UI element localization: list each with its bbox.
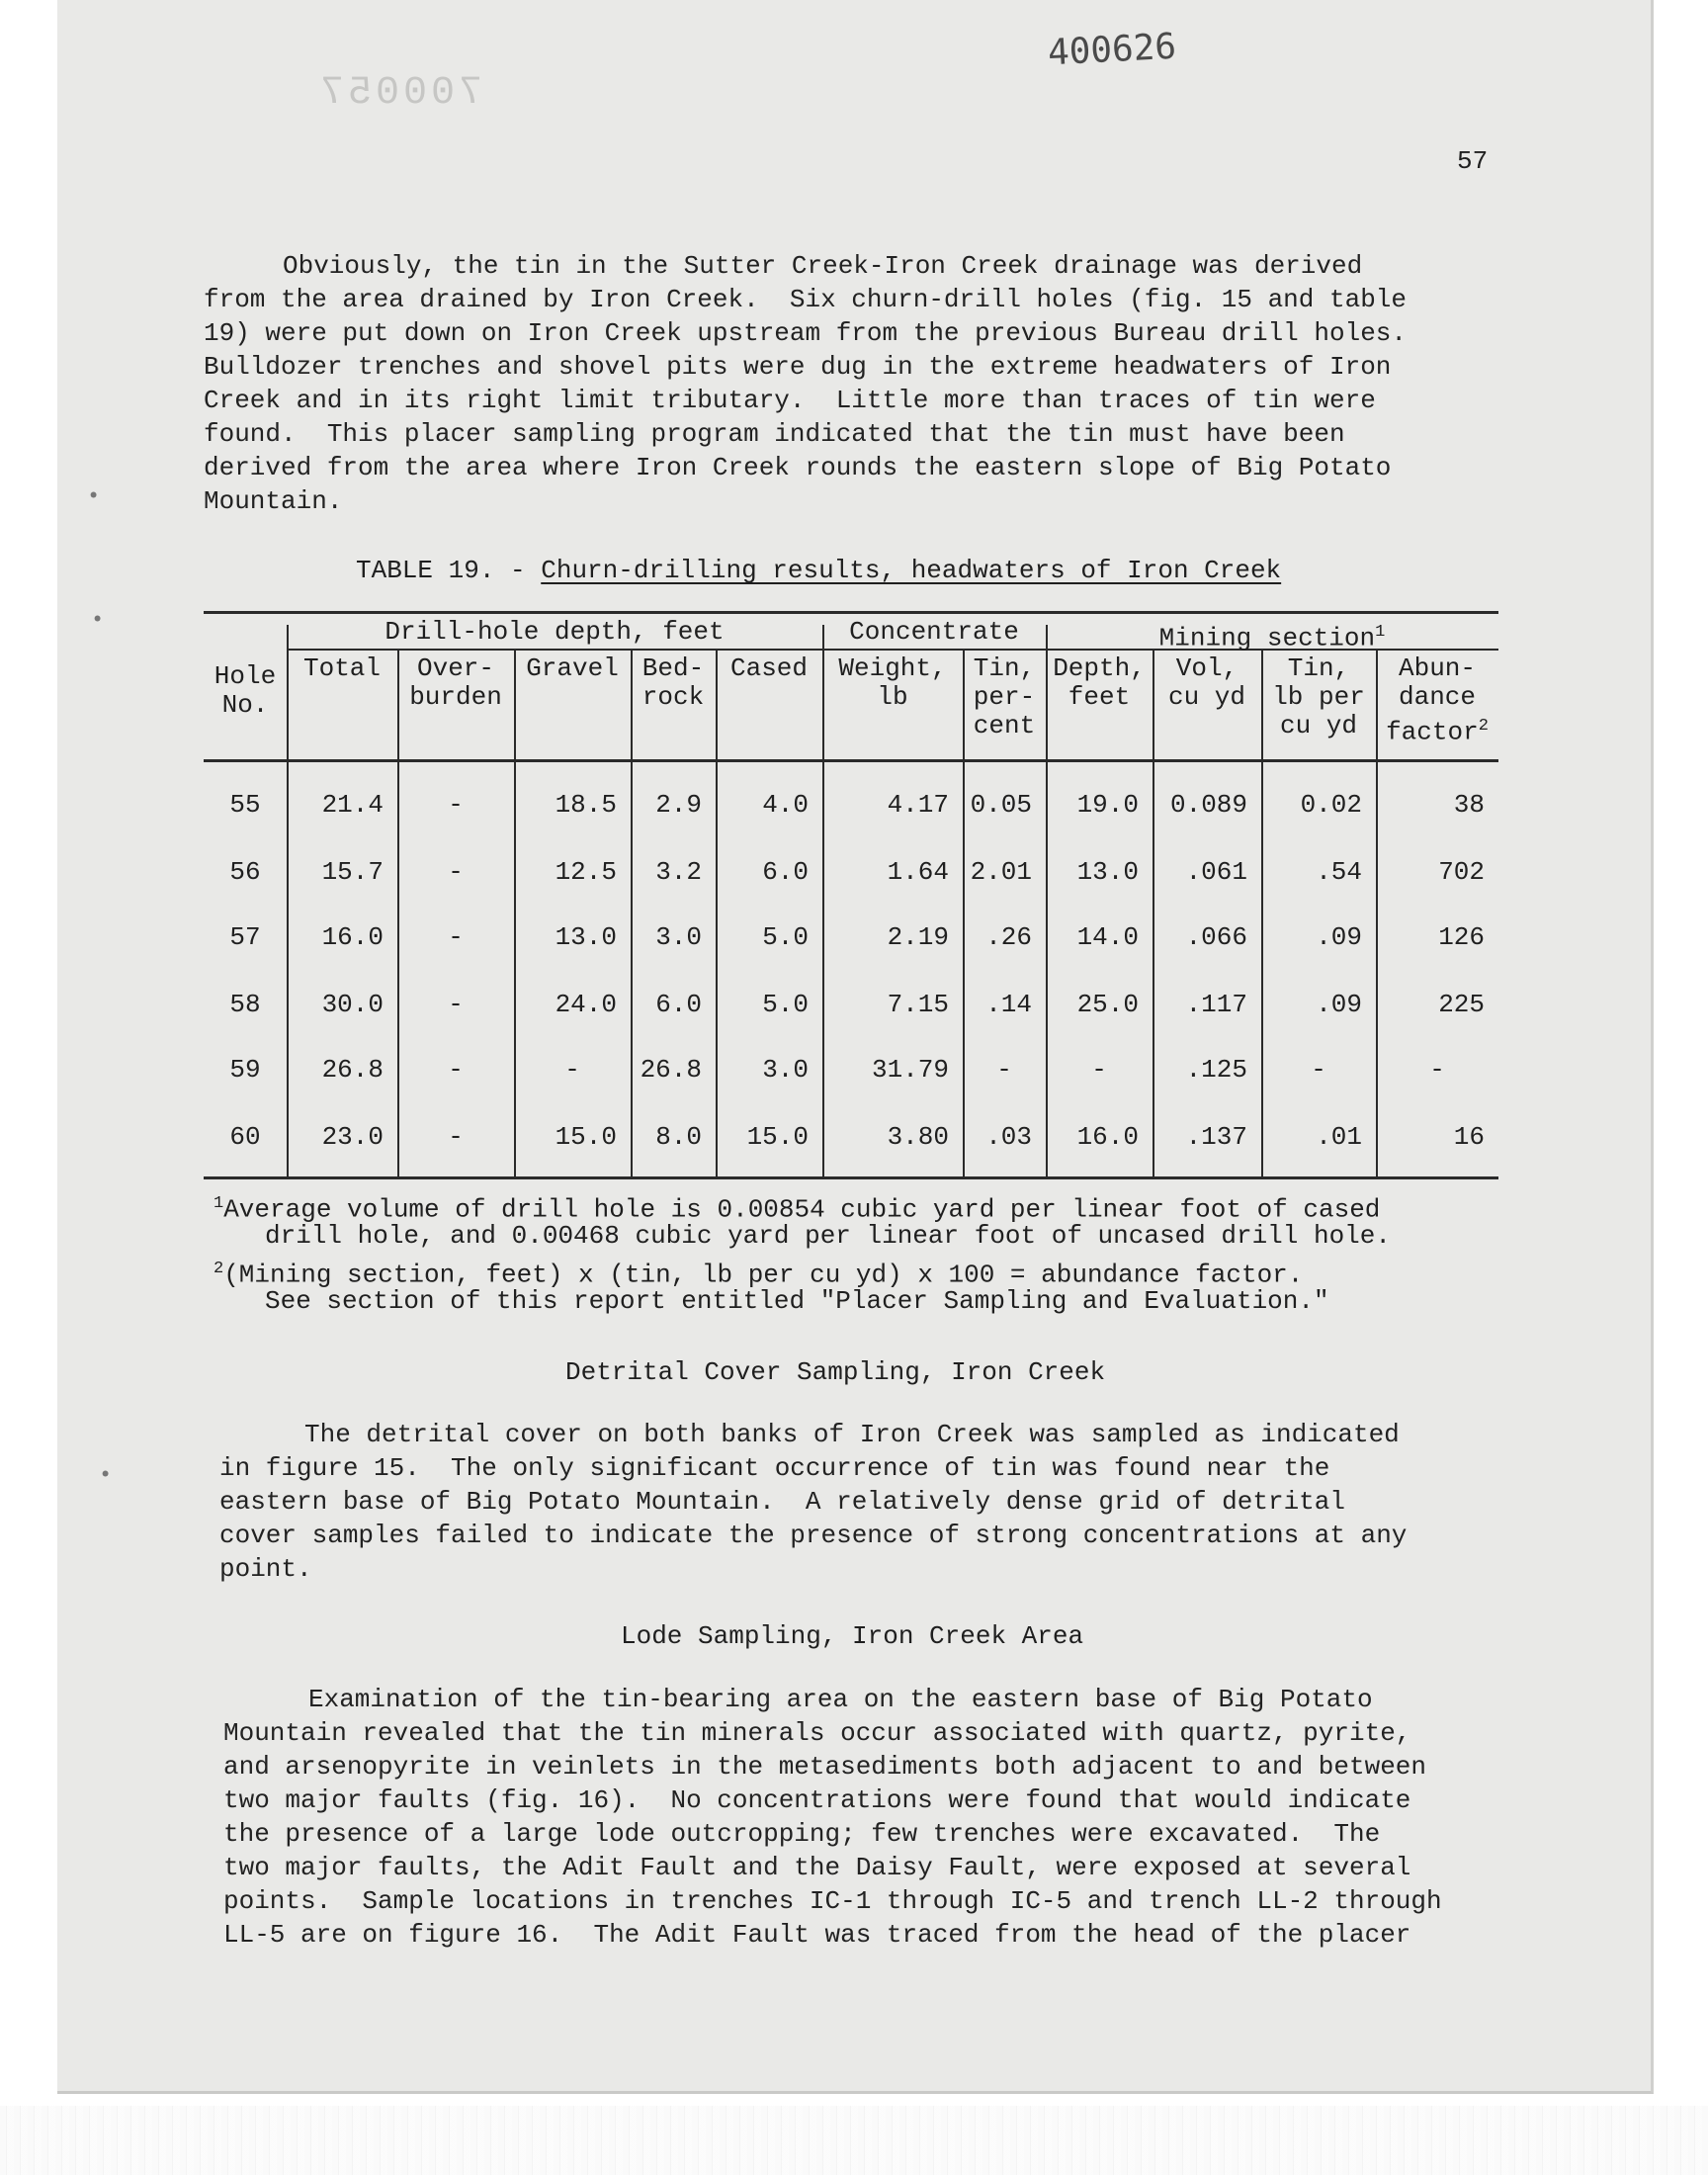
text-line: eastern base of Big Potato Mountain. A relatively dense grid of detrital — [219, 1487, 1345, 1517]
table-cell: .14 — [985, 990, 1032, 1019]
table-cell: 13.0 — [1076, 857, 1139, 887]
table-cell: 58 — [229, 990, 261, 1019]
table-cell: 26.8 — [640, 1055, 702, 1085]
column-header-line: Bed- — [641, 653, 705, 683]
table-cell: 60 — [229, 1122, 261, 1152]
text-line: 19) were put down on Iron Creek upstream from the previous Bureau drill holes. — [204, 318, 1407, 348]
column-header-line: factor$^2$ — [1386, 717, 1489, 747]
table-cell: 0.089 — [1169, 790, 1247, 820]
text-line: the presence of a large lode outcropping; few trenches were excavated. The — [223, 1819, 1381, 1849]
table-rule — [204, 611, 1498, 614]
column-header-mark: 2 — [1478, 717, 1489, 736]
bleed-through-text: 700057 — [316, 71, 483, 116]
table-cell: - — [448, 1122, 464, 1152]
table-cell: - — [564, 1055, 580, 1085]
table-cell: 24.0 — [555, 990, 617, 1019]
table-cell: 4.17 — [887, 790, 949, 820]
text-line: The detrital cover on both banks of Iron Creek was sampled as indicated — [304, 1420, 1400, 1449]
table-cell: .066 — [1185, 922, 1247, 952]
table-cell: 2.01 — [970, 857, 1032, 887]
text-line: point. — [219, 1554, 312, 1584]
footnote-line: See section of this report entitled "Placer Sampling and Evaluation." — [265, 1286, 1329, 1316]
table-cell: 3.0 — [762, 1055, 809, 1085]
table-cell: 25.0 — [1076, 990, 1139, 1019]
caption-title: Churn-drilling results, headwaters of Iron Creek — [541, 556, 1282, 585]
column-header-line: per- — [973, 682, 1036, 712]
page-number: 57 — [1457, 146, 1489, 176]
column-header — [514, 654, 631, 683]
column-header-line: lb per — [1272, 682, 1365, 712]
table-cell: 38 — [1453, 790, 1485, 820]
table-cell: 15.7 — [321, 857, 384, 887]
table-cell: 55 — [229, 790, 261, 820]
table-cell: .125 — [1185, 1055, 1247, 1085]
text-line: Mountain revealed that the tin minerals occur associated with quartz, pyrite, — [223, 1718, 1411, 1748]
group-mining-section: Mining section$^1$ — [1158, 623, 1386, 653]
column-header-line: Over- — [416, 653, 494, 683]
column-header-line: Abun- — [1398, 653, 1476, 683]
column-header — [397, 654, 514, 712]
table-cell: .117 — [1185, 990, 1247, 1019]
text-line: cover samples failed to indicate the presence of strong concentrations at any — [219, 1521, 1408, 1550]
table-cell: 19.0 — [1076, 790, 1139, 820]
table-cell: .09 — [1316, 922, 1362, 952]
column-header-line: feet — [1068, 682, 1131, 712]
scanner-edge — [0, 2106, 1708, 2175]
column-header-line: Cased — [729, 653, 808, 683]
text-line: Examination of the tin-bearing area on the eastern base of Big Potato — [308, 1685, 1373, 1714]
table-cell: 5.0 — [762, 990, 809, 1019]
table-rule — [287, 625, 289, 1176]
column-header-line: Depth, — [1053, 653, 1146, 683]
table-cell: - — [1091, 1055, 1107, 1085]
table-cell: 56 — [229, 857, 261, 887]
table-cell: 3.2 — [655, 857, 702, 887]
table-cell: 225 — [1438, 990, 1485, 1019]
group-mark: 1 — [1375, 623, 1386, 642]
table-cell: 18.5 — [555, 790, 617, 820]
column-header-line: Vol, — [1175, 653, 1238, 683]
column-header — [287, 654, 397, 683]
table-cell: 3.0 — [655, 922, 702, 952]
table-cell: 0.02 — [1300, 790, 1362, 820]
group-drill-depth: Drill-hole depth, feet — [384, 617, 725, 647]
footnote-mark: 2 — [214, 1260, 224, 1278]
column-header-line: Total — [302, 653, 381, 683]
column-header-line: burden — [409, 682, 502, 712]
text-line: Bulldozer trenches and shovel pits were dug in the extreme headwaters of Iron — [204, 352, 1392, 382]
table-rule — [514, 649, 516, 1176]
table-cell: 5.0 — [762, 922, 809, 952]
column-header-line: cu yd — [1279, 711, 1357, 740]
table-cell: 12.5 — [555, 857, 617, 887]
table-cell: 6.0 — [762, 857, 809, 887]
column-header-line: Tin, — [1287, 653, 1350, 683]
table-cell: 21.4 — [321, 790, 384, 820]
section-heading-lode: Lode Sampling, Iron Creek Area — [621, 1621, 1084, 1651]
table-cell: - — [448, 922, 464, 952]
column-header-line: cu yd — [1167, 682, 1245, 712]
table-cell: - — [448, 857, 464, 887]
table-cell: 1.64 — [887, 857, 949, 887]
table-cell: - — [1311, 1055, 1326, 1085]
table-cell: .54 — [1316, 857, 1362, 887]
table-rule — [716, 649, 718, 1176]
text-line: found. This placer sampling program indicated that the tin must have been — [204, 419, 1345, 449]
table-cell: 13.0 — [555, 922, 617, 952]
table-cell: 26.8 — [321, 1055, 384, 1085]
table-cell: .09 — [1316, 990, 1362, 1019]
column-header — [1153, 654, 1261, 712]
column-header — [631, 654, 716, 712]
table-cell: 8.0 — [655, 1122, 702, 1152]
column-header-line: Weight, — [838, 653, 947, 683]
column-header-line: lb — [877, 682, 908, 712]
column-header — [716, 654, 822, 683]
caption-prefix: TABLE 19. - — [356, 556, 542, 585]
text-line: points. Sample locations in trenches IC-1 through IC-5 and trench LL-2 through — [223, 1886, 1442, 1916]
text-line: LL-5 are on figure 16. The Adit Fault was traced from the head of the placer — [223, 1920, 1411, 1950]
table-caption — [356, 556, 1281, 585]
text-line: from the area drained by Iron Creek. Six churn-drill holes (fig. 15 and table — [204, 285, 1407, 314]
table-cell: - — [996, 1055, 1012, 1085]
table-cell: - — [1429, 1055, 1445, 1085]
table-rule — [1153, 649, 1154, 1176]
table-rule — [397, 649, 399, 1176]
table-cell: .137 — [1185, 1122, 1247, 1152]
table-cell: - — [448, 990, 464, 1019]
table-cell: .01 — [1316, 1122, 1362, 1152]
table-rule — [631, 649, 633, 1176]
footnote-mark: 1 — [214, 1194, 224, 1213]
table-cell: 14.0 — [1076, 922, 1139, 952]
margin-dot: • — [87, 484, 101, 509]
table-cell: 6.0 — [655, 990, 702, 1019]
table-cell: 31.79 — [871, 1055, 949, 1085]
column-header-line: Gravel — [526, 653, 619, 683]
text-line: and arsenopyrite in veinlets in the metasediments both adjacent to and between — [223, 1752, 1426, 1782]
table-cell: 702 — [1438, 857, 1485, 887]
column-header-line: dance — [1398, 682, 1476, 712]
text-line: Creek and in its right limit tributary. Little more than traces of tin were — [204, 386, 1376, 415]
text-line: in figure 15. The only significant occurrence of tin was found near the — [219, 1453, 1330, 1483]
column-header — [822, 654, 963, 712]
text-line: two major faults, the Adit Fault and the Daisy Fault, were exposed at several — [223, 1853, 1411, 1882]
table-cell: 0.05 — [970, 790, 1032, 820]
handwritten-stamp: 400626 — [1047, 26, 1178, 74]
table-cell: - — [448, 790, 464, 820]
table-cell: - — [448, 1055, 464, 1085]
text-line: two major faults (fig. 16). No concentrations were found that would indicate — [223, 1785, 1411, 1815]
text-line: Obviously, the tin in the Sutter Creek-Iron Creek drainage was derived — [283, 251, 1363, 281]
column-header — [1261, 654, 1376, 740]
column-header-line: cent — [973, 711, 1036, 740]
table-cell: 16.0 — [1076, 1122, 1139, 1152]
section-heading-detrital: Detrital Cover Sampling, Iron Creek — [565, 1357, 1106, 1387]
column-header-line: Hole — [214, 661, 277, 691]
column-header — [963, 654, 1046, 740]
margin-dot: • — [99, 1463, 113, 1488]
group-concentrate: Concentrate — [849, 617, 1019, 647]
table-rule — [204, 1176, 1498, 1179]
table-cell: 3.80 — [887, 1122, 949, 1152]
footnote-line: drill hole, and 0.00468 cubic yard per linear foot of uncased drill hole. — [265, 1221, 1391, 1251]
table-cell: .26 — [985, 922, 1032, 952]
table-cell: 30.0 — [321, 990, 384, 1019]
column-header — [1046, 654, 1153, 712]
table-cell: .061 — [1185, 857, 1247, 887]
text-line: derived from the area where Iron Creek rounds the eastern slope of Big Potato — [204, 453, 1392, 482]
table-cell: .03 — [985, 1122, 1032, 1152]
table-cell: 16 — [1453, 1122, 1485, 1152]
column-header — [204, 662, 287, 720]
text-line: Mountain. — [204, 486, 343, 516]
table-cell: 7.15 — [887, 990, 949, 1019]
table-cell: 2.9 — [655, 790, 702, 820]
table-cell: 126 — [1438, 922, 1485, 952]
table-cell: 23.0 — [321, 1122, 384, 1152]
table-cell: 15.0 — [555, 1122, 617, 1152]
column-header — [1376, 654, 1498, 747]
column-header-line: rock — [641, 682, 705, 712]
footnote-text: (Mining section, feet) x (tin, lb per cu yd) x 100 = abundance factor. — [223, 1260, 1304, 1290]
table-cell: 59 — [229, 1055, 261, 1085]
margin-dot: • — [91, 608, 105, 633]
column-header-line: No. — [221, 690, 269, 720]
table-cell: 4.0 — [762, 790, 809, 820]
column-header-line: Tin, — [973, 653, 1036, 683]
table-cell: 57 — [229, 922, 261, 952]
table-cell: 15.0 — [746, 1122, 809, 1152]
table-cell: 2.19 — [887, 922, 949, 952]
table-cell: 16.0 — [321, 922, 384, 952]
footnote-text: Average volume of drill hole is 0.00854 cubic yard per linear foot of cased — [223, 1194, 1381, 1225]
